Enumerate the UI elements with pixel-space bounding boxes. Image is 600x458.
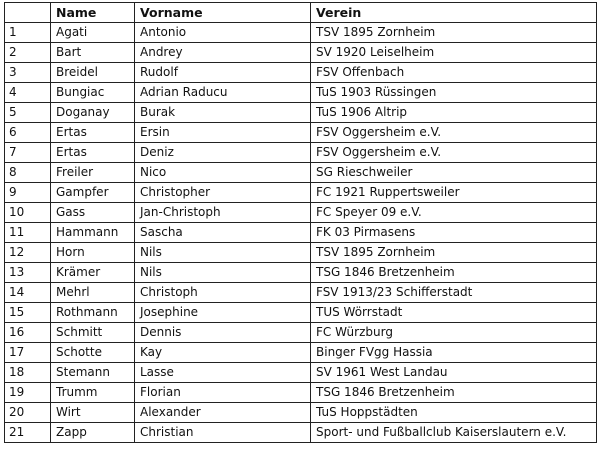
cell-number: 7 [5,143,51,163]
cell-name: Wirt [51,403,135,423]
cell-verein: TSV 1895 Zornheim [311,23,597,43]
cell-vorname: Burak [135,103,311,123]
player-table [4,2,597,443]
cell-vorname: Florian [135,383,311,403]
cell-name: Hammann [51,223,135,243]
cell-vorname: Dennis [135,323,311,343]
cell-vorname: Christopher [135,183,311,203]
header-vorname: Vorname [135,3,311,23]
cell-verein: FSV 1913/23 Schifferstadt [311,283,597,303]
table-row [5,123,597,143]
cell-name: Trumm [51,383,135,403]
header-number [5,3,51,23]
table-row [5,303,597,323]
cell-number: 13 [5,263,51,283]
cell-vorname: Nico [135,163,311,183]
cell-number: 8 [5,163,51,183]
table-row [5,183,597,203]
cell-number: 20 [5,403,51,423]
cell-vorname: Deniz [135,143,311,163]
table-row [5,63,597,83]
cell-name: Krämer [51,263,135,283]
table-header [5,3,597,23]
cell-number: 21 [5,423,51,443]
cell-name: Horn [51,243,135,263]
cell-verein: Binger FVgg Hassia [311,343,597,363]
cell-name: Gass [51,203,135,223]
cell-vorname: Lasse [135,363,311,383]
cell-vorname: Sascha [135,223,311,243]
cell-number: 11 [5,223,51,243]
cell-verein: FSV Oggersheim e.V. [311,143,597,163]
cell-vorname: Adrian Raducu [135,83,311,103]
table-row [5,343,597,363]
table-row [5,23,597,43]
cell-verein: TSG 1846 Bretzenheim [311,263,597,283]
cell-number: 15 [5,303,51,323]
cell-verein: TuS 1906 Altrip [311,103,597,123]
cell-verein: Sport- und Fußballclub Kaiserslautern e.V. [311,423,597,443]
cell-number: 6 [5,123,51,143]
cell-verein: SG Rieschweiler [311,163,597,183]
cell-name: Ertas [51,123,135,143]
table-row [5,403,597,423]
cell-verein: FC Würzburg [311,323,597,343]
cell-name: Breidel [51,63,135,83]
cell-name: Mehrl [51,283,135,303]
cell-number: 5 [5,103,51,123]
cell-verein: FC Speyer 09 e.V. [311,203,597,223]
cell-verein: TuS 1903 Rüssingen [311,83,597,103]
cell-number: 9 [5,183,51,203]
cell-name: Schmitt [51,323,135,343]
cell-name: Rothmann [51,303,135,323]
table-row [5,383,597,403]
cell-vorname: Ersin [135,123,311,143]
cell-number: 1 [5,23,51,43]
cell-number: 12 [5,243,51,263]
table-row [5,423,597,443]
cell-name: Bart [51,43,135,63]
cell-number: 18 [5,363,51,383]
cell-number: 2 [5,43,51,63]
table-row [5,203,597,223]
cell-verein: TuS Hoppstädten [311,403,597,423]
cell-vorname: Christoph [135,283,311,303]
cell-verein: FK 03 Pirmasens [311,223,597,243]
cell-name: Bungiac [51,83,135,103]
cell-name: Ertas [51,143,135,163]
header-row [5,3,597,23]
cell-name: Gampfer [51,183,135,203]
cell-number: 10 [5,203,51,223]
cell-name: Schotte [51,343,135,363]
cell-verein: SV 1920 Leiselheim [311,43,597,63]
cell-vorname: Rudolf [135,63,311,83]
table-row [5,263,597,283]
cell-vorname: Kay [135,343,311,363]
table-row [5,223,597,243]
cell-verein: FSV Oggersheim e.V. [311,123,597,143]
cell-verein: TSG 1846 Bretzenheim [311,383,597,403]
cell-verein: TUS Wörrstadt [311,303,597,323]
cell-number: 16 [5,323,51,343]
table-row [5,83,597,103]
cell-vorname: Christian [135,423,311,443]
cell-number: 3 [5,63,51,83]
table-row [5,103,597,123]
cell-number: 4 [5,83,51,103]
cell-number: 19 [5,383,51,403]
header-name: Name [51,3,135,23]
cell-number: 17 [5,343,51,363]
cell-name: Freiler [51,163,135,183]
cell-vorname: Alexander [135,403,311,423]
cell-verein: FC 1921 Ruppertsweiler [311,183,597,203]
cell-name: Doganay [51,103,135,123]
table-row [5,363,597,383]
table-row [5,323,597,343]
table-row [5,243,597,263]
table-row [5,143,597,163]
cell-name: Zapp [51,423,135,443]
table-row [5,43,597,63]
header-verein: Verein [311,3,597,23]
cell-name: Stemann [51,363,135,383]
cell-verein: SV 1961 West Landau [311,363,597,383]
cell-vorname: Antonio [135,23,311,43]
table-body [5,23,597,443]
cell-number: 14 [5,283,51,303]
cell-name: Agati [51,23,135,43]
cell-vorname: Andrey [135,43,311,63]
cell-vorname: Nils [135,243,311,263]
cell-verein: FSV Offenbach [311,63,597,83]
cell-vorname: Nils [135,263,311,283]
table-row [5,163,597,183]
cell-vorname: Jan-Christoph [135,203,311,223]
cell-verein: TSV 1895 Zornheim [311,243,597,263]
cell-vorname: Josephine [135,303,311,323]
table-row [5,283,597,303]
